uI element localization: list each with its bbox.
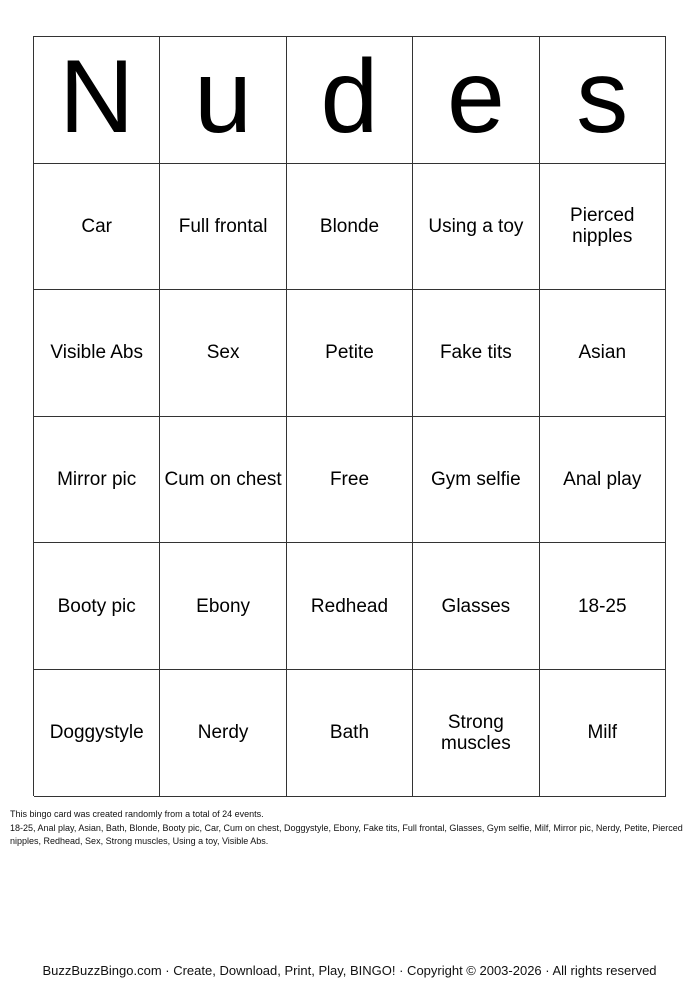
bingo-cell: Milf (540, 670, 666, 797)
site-footer: BuzzBuzzBingo.com · Create, Download, Print, Play, BINGO! · Copyright © 2003-2026 · All rights reserved (42, 963, 657, 978)
header-letter: u (160, 37, 286, 164)
bingo-cell: Fake tits (413, 290, 539, 417)
bingo-cell: Pierced nipples (540, 164, 666, 291)
free-cell: Free (287, 417, 413, 544)
bingo-cell: Anal play (540, 417, 666, 544)
header-letter: e (413, 37, 539, 164)
bingo-cell: Sex (160, 290, 286, 417)
bingo-cell: Visible Abs (34, 290, 160, 417)
bingo-card (33, 36, 666, 796)
bingo-cell: Strong muscles (413, 670, 539, 797)
footnote-intro: This bingo card was created randomly from a total of 24 events. (10, 809, 264, 819)
header-row (34, 37, 666, 164)
card-footnote (10, 808, 690, 849)
bingo-cell: Glasses (413, 543, 539, 670)
header-letter: N (34, 37, 160, 164)
bingo-cell: Doggystyle (34, 670, 160, 797)
bingo-row (34, 164, 666, 291)
bingo-cell: Redhead (287, 543, 413, 670)
bingo-cell: Gym selfie (413, 417, 539, 544)
bingo-row (34, 543, 666, 670)
bingo-cell: Blonde (287, 164, 413, 291)
bingo-cell: Car (34, 164, 160, 291)
bingo-cell: Full frontal (160, 164, 286, 291)
bingo-cell: Ebony (160, 543, 286, 670)
bingo-cell: 18-25 (540, 543, 666, 670)
bingo-row (34, 417, 666, 544)
footnote-event-list: 18-25, Anal play, Asian, Bath, Blonde, Booty pic, Car, Cum on chest, Doggystyle, Ebony, Fake tits, Full frontal, Glasses, Gym selfie, Milf, Mirror pic, Nerdy, Petite, Pierced nipples, Redhead, Sex, Strong muscles, Using a toy, Visible Abs. (10, 822, 683, 846)
bingo-cell: Mirror pic (34, 417, 160, 544)
bingo-cell: Cum on chest (160, 417, 286, 544)
bingo-cell: Bath (287, 670, 413, 797)
bingo-cell: Petite (287, 290, 413, 417)
bingo-row (34, 670, 666, 797)
bingo-row (34, 290, 666, 417)
bingo-cell: Nerdy (160, 670, 286, 797)
header-letter: d (287, 37, 413, 164)
bingo-cell: Using a toy (413, 164, 539, 291)
bingo-cell: Asian (540, 290, 666, 417)
bingo-cell: Booty pic (34, 543, 160, 670)
header-letter: s (540, 37, 666, 164)
